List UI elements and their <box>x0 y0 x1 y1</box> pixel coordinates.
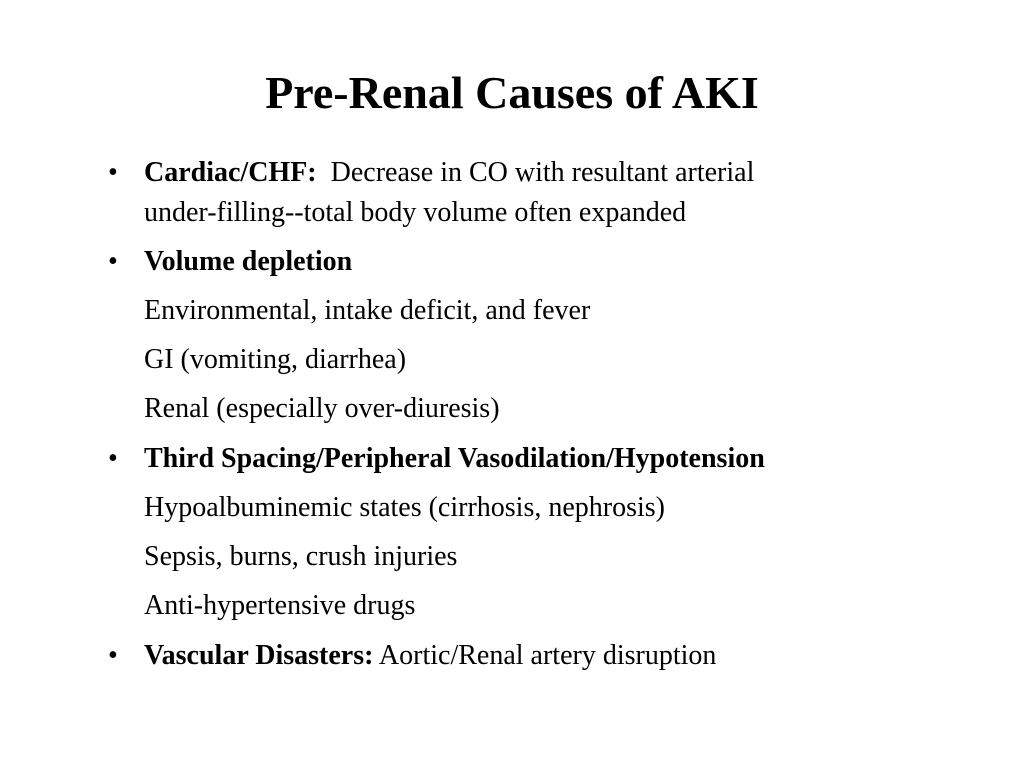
item-heading: Cardiac/CHF: <box>144 157 317 188</box>
bullet-marker: • <box>108 640 118 671</box>
item-text: Decrease in CO with resultant arterial <box>330 157 755 188</box>
bullet-marker: • <box>108 246 118 277</box>
item-heading: Vascular Disasters: <box>144 640 374 671</box>
slide-title: Pre-Renal Causes of AKI <box>265 67 759 118</box>
item-text: Aortic/Renal artery disruption <box>378 640 717 671</box>
bullet-marker: • <box>108 443 118 474</box>
item-heading: Third Spacing/Peripheral Vasodilation/Hypotension <box>144 443 765 474</box>
slide: Pre-Renal Causes of AKI • Cardiac/CHF: Decrease in CO with resultant arterial under-filling--total body volume often expanded • Volume depletion Environmental, intake deficit, and fever GI (vomiting, diarrhea) Renal (especially over-diuresis) • Third Spacing/Peripheral Vasodilation/Hypotension Hypoalbuminemic states (cirrhosis, nephrosis) Sepsis, burns, crush injuries Anti-hypertensive drugs • Vascular Disasters: Aortic/Renal artery disruption <box>0 0 1024 768</box>
bullet-marker: • <box>108 157 118 188</box>
item-text: under-filling--total body volume often expanded <box>144 197 687 228</box>
item-heading: Volume depletion <box>144 246 353 277</box>
